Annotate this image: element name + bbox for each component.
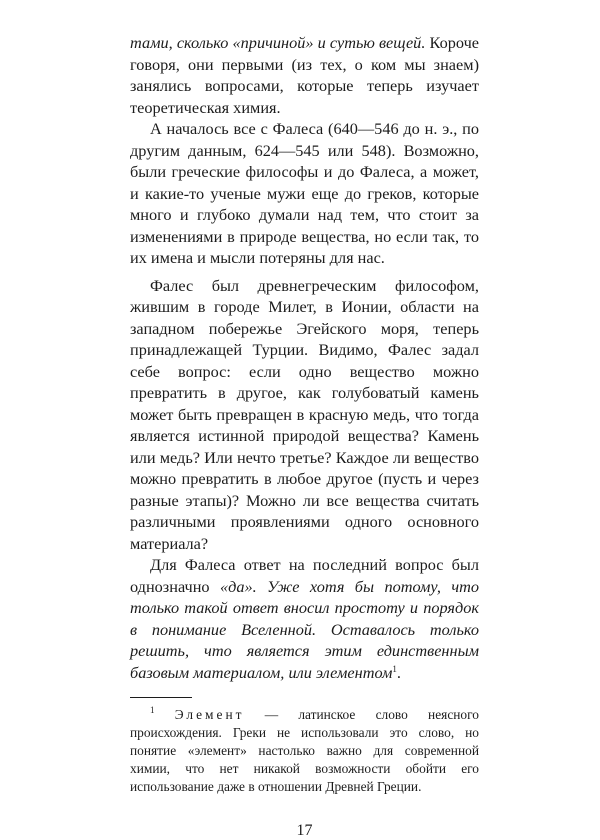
footnote-marker: 1 [150,705,155,715]
footnote-divider [130,697,192,698]
paragraph-4-end: . [396,662,401,682]
paragraph-3: Фалес был древнегреческим философом, жившим в городе Милет, в Ионии, области на западном побережье Эгейского моря, теперь принадлежащей Турции. Видимо, Фалес задал себе вопрос: если одно вещество можно превратить в другое, как голубоватый камень может быть превращен в красную медь, что тогда является истинной природой вещества? Камень или медь? Или нечто третье? Каждое ли вещество можно превратить в любое другое (пусть и через разные этапы)? Можно ли все вещества считать различными проявлениями одного основного материала? [130,275,479,553]
paragraph-4-text: Для Фалеса ответ на последний вопрос был однозначно [130,555,479,596]
paragraph-4-italic: «да». Уже хотя бы потому, что только такой ответ вносил простоту и порядок в понимание Вселенной. Оставалось только решить, что является этим единственным базовым материалом, или элементом [130,576,479,682]
footnote-term: Элемент [174,707,245,722]
footnote-text: — латинское слово неясного происхождения. Греки не использовали это слово, но понятие «элемент» настолько важно для современной химии, что нет никакой возможности обойти его использование даже в отношении Древней Греции. [130,707,479,794]
paragraph-1-text: Короче говоря, они первыми (из тех, о ком мы знаем) занялись вопросами, которые теперь изучает теоретическая химия. [130,33,479,117]
paragraph-1 [130,32,479,118]
paragraph-4 [130,554,479,683]
paragraph-2: А началось все с Фалеса (640—546 до н. э., по другим данным, 624—545 или 548). Возможно, были греческие философы и до Фалеса, а может, и какие-то ученые мужи еще до греков, которые много и глубоко думали над тем, что стоит за изменениями в природе вещества, но если так, то их имена и мысли потеряны для нас. [130,119,479,267]
footnote-reference[interactable]: 1 [392,663,397,674]
paragraph-1-italic: тами, сколько «причиной» и сутью вещей. [130,33,426,52]
book-page [130,32,479,840]
footnote [130,706,479,796]
page-number: 17 [296,822,313,839]
